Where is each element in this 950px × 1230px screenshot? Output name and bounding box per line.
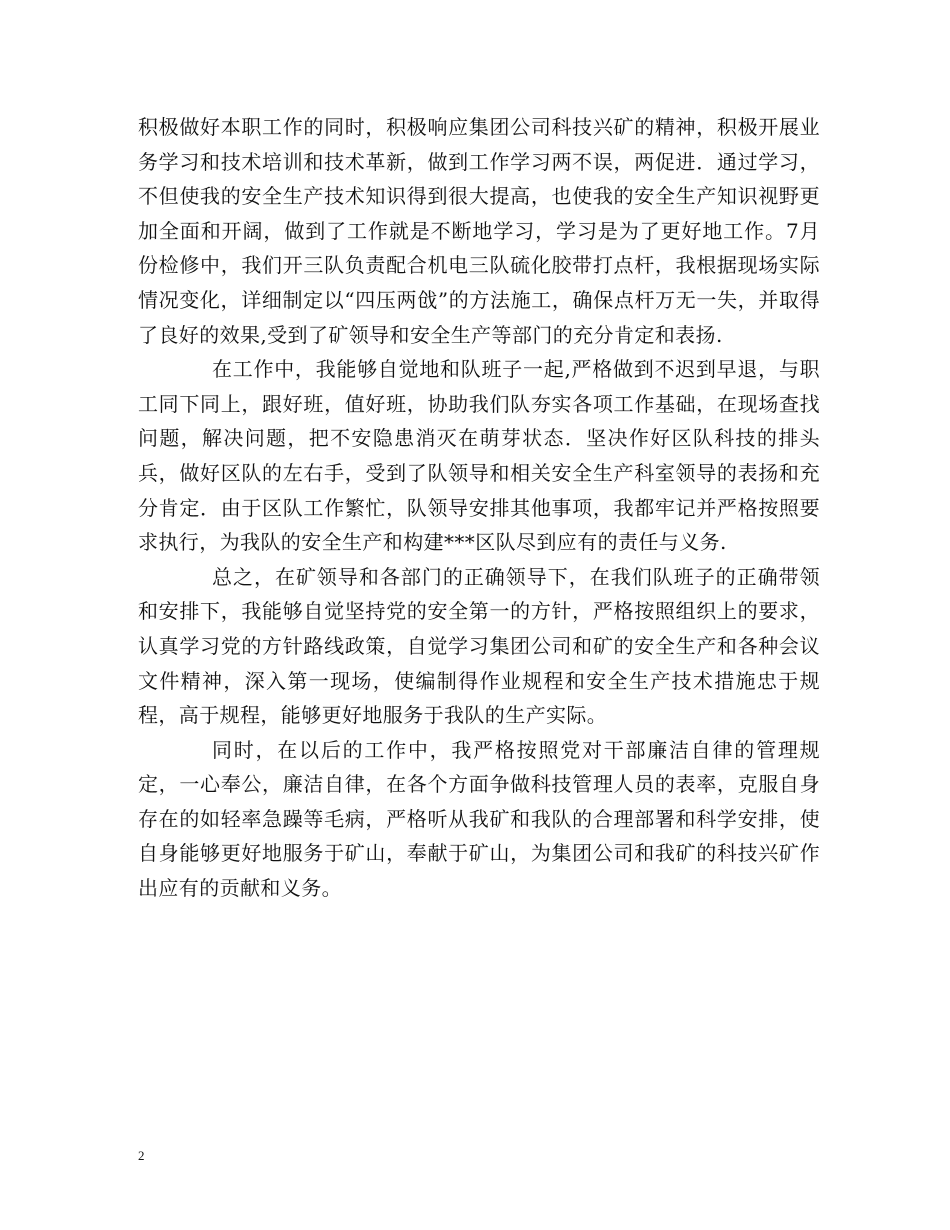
page-number: 2 bbox=[138, 1148, 145, 1163]
paragraph-2: 在工作中，我能够自觉地和队班子一起,严格做到不迟到早退，与职工同下同上，跟好班，值好班，协助我们队夯实各项工作基础，在现场查找问题，解决问题，把不安隐患消灭在萌芽状态．坚决作好区队科技的排头兵，做好区队的左右手，受到了队领导和相关安全生产科室领导的表扬和充分肯定．由于区队工作繁忙，队领导安排其他事项，我都牢记并严格按照要求执行，为我队的安全生产和构建***区队尽到应有的责任与义务. bbox=[138, 357, 820, 555]
paragraph-4: 同时，在以后的工作中，我严格按照党对干部廉洁自律的管理规定，一心奉公，廉洁自律，在各个方面争做科技管理人员的表率，克服自身存在的如轻率急躁等毛病，严格听从我矿和我队的合理部署和科学安排，使自身能够更好地服务于矿山，奉献于矿山，为集团公司和我矿的科技兴矿作出应有的贡献和义务。 bbox=[138, 737, 820, 901]
paragraph-3: 总之，在矿领导和各部门的正确领导下，在我们队班子的正确带领和安排下，我能够自觉坚持党的安全第一的方针，严格按照组织上的要求，认真学习党的方针路线政策，自觉学习集团公司和矿的安全生产和各种会议文件精神，深入第一现场，使编制得作业规程和安全生产技术措施忠于规程，高于规程，能够更好地服务于我队的生产实际。 bbox=[138, 564, 820, 728]
body-text bbox=[138, 110, 820, 906]
paragraph-1: 积极做好本职工作的同时，积极响应集团公司科技兴矿的精神，积极开展业务学习和技术培训和技术革新，做到工作学习两不误，两促进．通过学习，不但使我的安全生产技术知识得到很大提高，也使我的安全生产知识视野更加全面和开阔，做到了工作就是不断地学习，学习是为了更好地工作。7月份检修中，我们开三队负责配合机电三队硫化胶带打点杆，我根据现场实际情况变化，详细制定以“四压两戗”的方法施工，确保点杆万无一失，并取得了良好的效果,受到了矿领导和安全生产等部门的充分肯定和表扬. bbox=[138, 115, 820, 347]
